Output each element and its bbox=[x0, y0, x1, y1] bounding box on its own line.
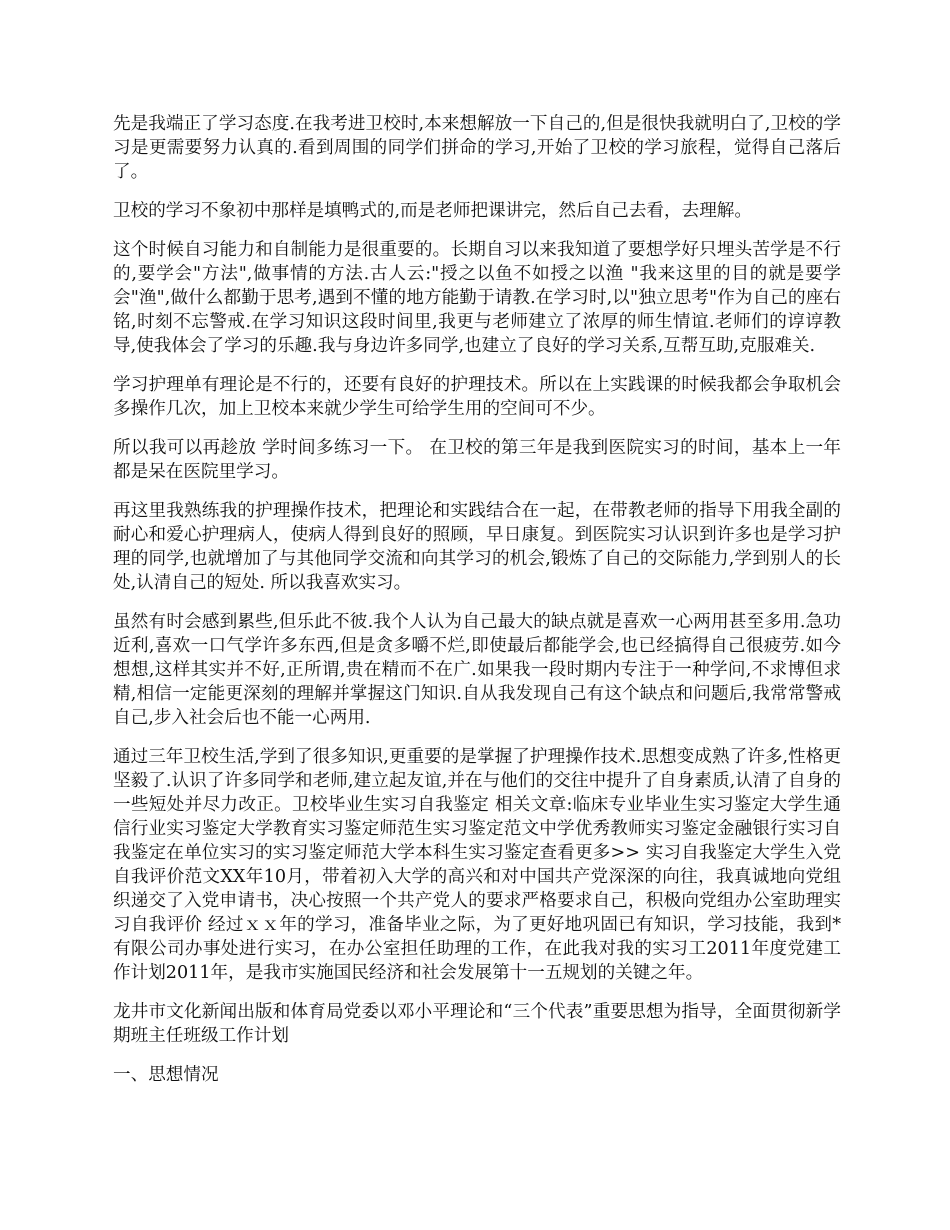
paragraph-third-year: 所以我可以再趁放 学时间多练习一下。 在卫校的第三年是我到医院实习的时间，基本上一年都是呆在医院里学习。 bbox=[113, 438, 841, 482]
paragraph-internship: 再这里我熟练我的护理操作技术，把理论和实践结合在一起，在带教老师的指导下用我全副的耐心和爱心护理病人，使病人得到良好的照顾，早日康复。到医院实习认识到许多也是学习护理的同学,也就增加了与其他同学交流和向其学习的机会,锻炼了自己的交际能力,学到别人的长处,认清自己的短处. 所以我喜欢实习。 bbox=[113, 501, 841, 593]
paragraph-study-attitude: 先是我端正了学习态度.在我考进卫校时,本来想解放一下自己的,但是很快我就明白了,卫校的学习是更需要努力认真的.看到周围的同学们拼命的学习,开始了卫校的学习旅程，觉得自己落后了。 bbox=[113, 114, 841, 182]
section-heading-ideology: 一、思想情况 bbox=[113, 1065, 219, 1085]
paragraph-nursing-skills: 学习护理单有理论是不行的，还要有良好的护理技术。所以在上实践课的时候我都会争取机会多操作几次，加上卫校本来就少学生可给学生用的空间可不少。 bbox=[113, 375, 841, 419]
paragraph-study-method: 卫校的学习不象初中那样是填鸭式的,而是老师把课讲完，然后自己去看，去理解。 bbox=[113, 201, 752, 221]
paragraph-shortcomings: 虽然有时会感到累些,但乐此不彼.我个人认为自己最大的缺点就是喜欢一心两用甚至多用.急功近利,喜欢一口气学许多东西,但是贪多嚼不烂,即使最后都能学会,也已经搞得自己很疲劳.如今想想,这样其实并不好,正所谓,贵在精而不在广.如果我一段时期内专注于一种学问,不求博但求精,相信一定能更深刻的理解并掌握这门知识.自从我发现自己有这个缺点和问题后,我常常警戒自己,步入社会后也不能一心两用. bbox=[113, 612, 841, 728]
document-body bbox=[113, 112, 841, 1102]
paragraph-self-study: 这个时候自习能力和自制能力是很重要的。长期自习以来我知道了要想学好只埋头苦学是不行的,要学会"方法",做事情的方法.古人云:"授之以鱼不如授之以渔 "我来这里的目的就是要学会"渔",做什么都勤于思考,遇到不懂的地方能勤于请教.在学习时,以"独立思考"作为自己的座右铭,时刻不忘警戒.在学习知识这段时间里,我更与老师建立了浓厚的师生情谊.老师们的谆谆教导,使我体会了学习的乐趣.我与身边许多同学,也建立了良好的学习关系,互帮互助,克服难关. bbox=[113, 240, 841, 356]
paragraph-summary: 通过三年卫校生活,学到了很多知识,更重要的是掌握了护理操作技术.思想变成熟了许多,性格更坚毅了.认识了许多同学和老师,建立起友谊,并在与他们的交往中提升了自身素质,认清了自身的一些短处并尽力改正。卫校毕业生实习自我鉴定 相关文章:临床专业毕业生实习鉴定大学生通信行业实习鉴定大学教育实习鉴定师范生实习鉴定范文中学优秀教师实习鉴定金融银行实习自我鉴定在单位实习的实习鉴定师范大学本科生实习鉴定查看更多>> 实习自我鉴定大学生入党自我评价范文XX年10月，带着初入大学的高兴和对中国共产党深深的向往，我真诚地向党组织递交了入党申请书，决心按照一个共产党人的要求严格要求自己，积极向党组办公室助理实习自我评价 经过ｘｘ年的学习，准备毕业之际，为了更好地巩固已有知识，学习技能，我到*有限公司办事处进行实习，在办公室担任助理的工作，在此我对我的实习工2011年度党建工作计划2011年，是我市实施国民经济和社会发展第十一五规划的关键之年。 bbox=[113, 747, 841, 983]
paragraph-bureau: 龙井市文化新闻出版和体育局党委以邓小平理论和“三个代表”重要思想为指导，全面贯彻新学期班主任班级工作计划 bbox=[113, 1002, 841, 1046]
